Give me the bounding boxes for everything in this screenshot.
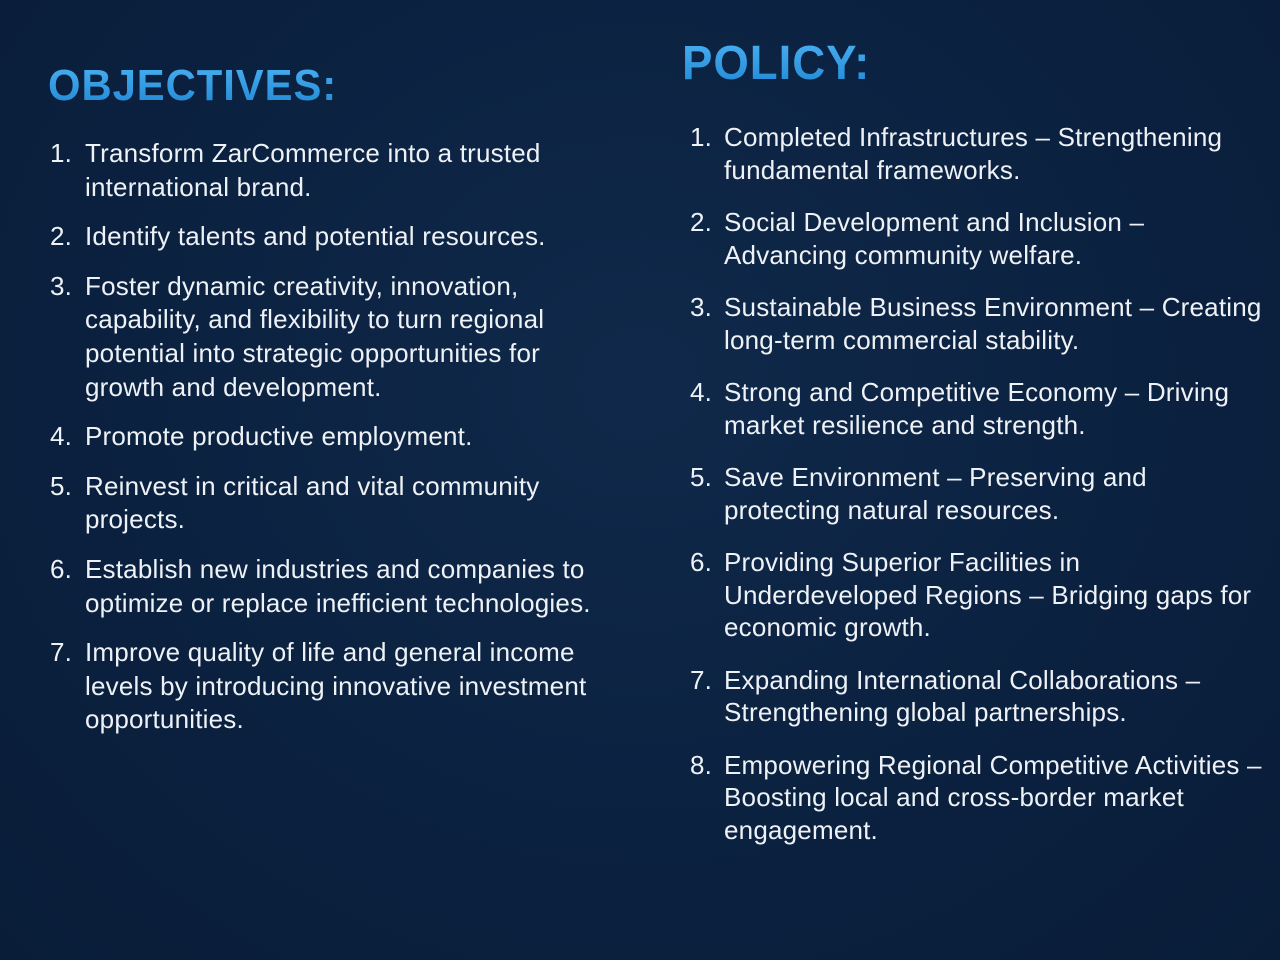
policy-number: 6. [690,547,713,577]
policy-heading: POLICY: [682,38,1233,90]
policy-text: Completed Infrastructures – Strengthening fundamental frameworks. [724,122,1223,185]
policy-text: Expanding International Collaborations – Strengthening global partnerships. [724,664,1201,727]
objective-item-4 [48,420,608,454]
objective-text: Establish new industries and companies to optimize or replace inefficient technologies. [85,553,591,618]
objective-number: 5. [50,470,73,501]
policy-number: 5. [690,462,713,492]
policy-list [682,121,1262,846]
objective-text: Identify talents and potential resources. [85,221,546,252]
objectives-section [48,0,608,753]
policy-item-5 [682,461,1262,526]
objective-item-7 [48,636,608,737]
policy-item-2 [682,206,1262,271]
policy-text: Empowering Regional Competitive Activities – Boosting local and cross-border market engagement. [724,749,1262,845]
objective-item-5 [48,470,608,537]
policy-number: 2. [690,207,713,237]
policy-item-1 [682,121,1262,186]
objective-text: Reinvest in critical and vital community projects. [85,470,540,535]
policy-text: Strong and Competitive Economy – Driving market resilience and strength. [724,377,1230,440]
objective-text: Foster dynamic creativity, innovation, capability, and flexibility to turn regional potential into strategic opportunities for growth and development. [85,270,545,402]
objective-number: 1. [50,138,73,168]
policy-number: 8. [690,749,713,780]
policy-item-4 [682,376,1262,441]
objectives-list [48,137,608,737]
objective-number: 3. [50,270,73,301]
policy-item-7 [682,664,1262,729]
objectives-heading: OBJECTIVES: [48,62,580,110]
policy-item-3 [682,291,1262,356]
objective-number: 7. [50,637,73,668]
objective-item-1 [48,137,608,204]
policy-text: Social Development and Inclusion – Advancing community welfare. [724,207,1145,270]
objective-text: Promote productive employment. [85,421,473,452]
policy-text: Sustainable Business Environment – Creating long-term commercial stability. [724,292,1262,355]
policy-item-6 [682,546,1262,644]
policy-item-8 [682,749,1262,847]
objective-text: Improve quality of life and general income levels by introducing innovative investment opportunities. [85,637,587,735]
objective-number: 4. [50,421,73,452]
objective-number: 6. [50,553,73,584]
objective-text: Transform ZarCommerce into a trusted international brand. [85,138,541,202]
objective-item-3 [48,270,608,404]
policy-number: 3. [690,292,713,322]
policy-text: Providing Superior Facilities in Underdeveloped Regions – Bridging gaps for economic growth. [724,547,1252,642]
policy-section [682,0,1262,866]
objective-item-6 [48,553,608,620]
objective-item-2 [48,220,608,254]
objective-number: 2. [50,221,73,252]
policy-text: Save Environment – Preserving and protecting natural resources. [724,462,1147,525]
policy-number: 4. [690,377,713,407]
policy-number: 7. [690,664,713,695]
policy-number: 1. [690,122,713,152]
